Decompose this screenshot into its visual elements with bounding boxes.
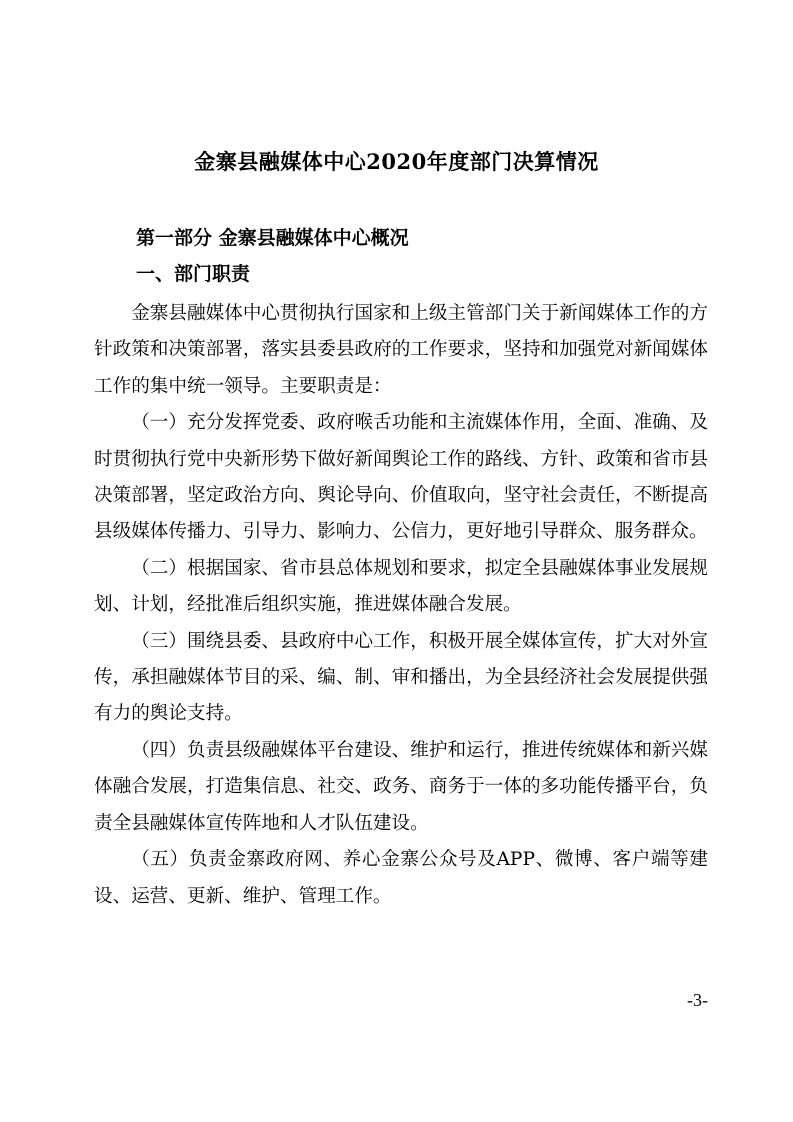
paragraph-duty-4: （四）负责县级融媒体平台建设、维护和运行，推进传统媒体和新兴媒体融合发展，打造集信息、社交、政务、商务于一体的多功能传播平台，负责全县融媒体宣传阵地和人才队伍建设。: [94, 739, 708, 834]
body-text: [94, 296, 708, 915]
paragraph-duty-2: （二）根据国家、省市县总体规划和要求，拟定全县融媒体事业发展规划、计划，经批准后组织实施，推进媒体融合发展。: [94, 557, 708, 616]
paragraph-duty-3: （三）围绕县委、县政府中心工作，积极开展全媒体宣传，扩大对外宣传，承担融媒体节目的采、编、制、审和播出，为全县经济社会发展提供强有力的舆论支持。: [94, 630, 708, 725]
page-number: -3-: [687, 990, 708, 1010]
paragraph-intro: 金寨县融媒体中心贯彻执行国家和上级主管部门关于新闻媒体工作的方针政策和决策部署，落实县委县政府的工作要求，坚持和加强党对新闻媒体工作的集中统一领导。主要职责是：: [94, 303, 708, 397]
paragraph-duty-5: （五）负责金寨政府网、养心金寨公众号及APP、微博、客户端等建设、运营、更新、维护、管理工作。: [94, 849, 708, 907]
section-heading: 第一部分 金寨县融媒体中心概况: [136, 227, 409, 249]
document-title: 金寨县融媒体中心2020年度部门决算情况: [194, 149, 599, 174]
paragraph-duty-1: （一）充分发挥党委、政府喉舌功能和主流媒体作用，全面、准确、及时贯彻执行党中央新形势下做好新闻舆论工作的路线、方针、政策和省市县决策部署，坚定政治方向、舆论导向、价值取向，坚守社会责任，不断提高县级媒体传播力、引导力、影响力、公信力，更好地引导群众、服务群众。: [94, 412, 708, 543]
sub-heading: 一、部门职责: [136, 263, 251, 285]
